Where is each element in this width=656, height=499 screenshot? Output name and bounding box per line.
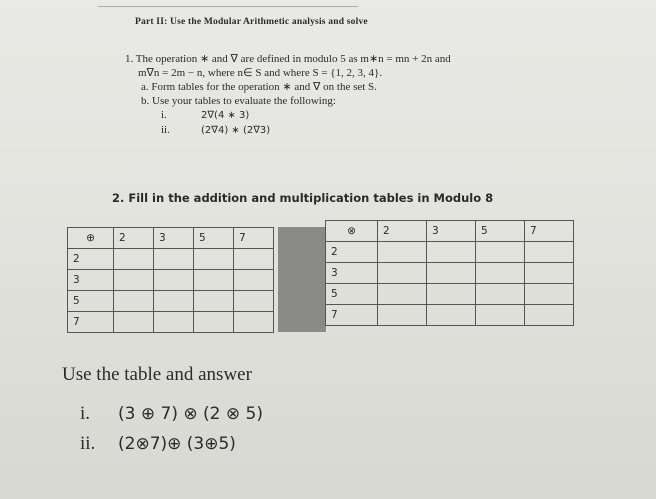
mul-cell[interactable]	[525, 305, 574, 326]
add-row-header: 2	[68, 249, 114, 270]
q1-line2: m∇n = 2m − n, where n∈ S and where S = {1, 2, 3, 4}.	[138, 67, 383, 79]
mul-col-header: 5	[476, 221, 525, 242]
use-table-item-ii	[80, 433, 236, 455]
q1-part-b: b. Use your tables to evaluate the following:	[141, 95, 336, 107]
add-cell[interactable]	[154, 249, 194, 270]
q1-line1: 1. The operation ∗ and ∇ are defined in modulo 5 as m∗n = mn + 2n and	[125, 53, 451, 65]
mul-col-header: 3	[427, 221, 476, 242]
add-cell[interactable]	[154, 291, 194, 312]
item-i-label: i.	[80, 403, 91, 424]
use-table-item-i	[80, 403, 263, 425]
add-cell[interactable]	[194, 249, 234, 270]
mul-col-header: 2	[378, 221, 427, 242]
question-2-title: 2. Fill in the addition and multiplication tables in Modulo 8	[112, 191, 494, 205]
mul-row-header: 7	[326, 305, 378, 326]
item-i-expr: (3 ⊕ 7) ⊗ (2 ⊗ 5)	[118, 404, 263, 424]
mul-row-header: 5	[326, 284, 378, 305]
top-rule	[98, 6, 358, 7]
addition-table	[67, 227, 274, 333]
q1-i-label: i.	[161, 109, 167, 121]
mul-col-header: 7	[525, 221, 574, 242]
item-ii-label: ii.	[80, 433, 96, 454]
add-cell[interactable]	[114, 249, 154, 270]
mul-cell[interactable]	[525, 242, 574, 263]
item-ii-expr: (2⊗7)⊕ (3⊕5)	[118, 434, 236, 454]
addition-symbol: ⊕	[68, 228, 114, 249]
mul-row-header: 2	[326, 242, 378, 263]
add-cell[interactable]	[114, 270, 154, 291]
add-cell[interactable]	[114, 291, 154, 312]
mul-cell[interactable]	[378, 263, 427, 284]
add-col-header: 2	[114, 228, 154, 249]
mul-cell[interactable]	[476, 242, 525, 263]
question-1	[125, 52, 595, 138]
mul-cell[interactable]	[525, 263, 574, 284]
part-title: Part II: Use the Modular Arithmetic analysis and solve	[135, 17, 368, 27]
mul-cell[interactable]	[427, 263, 476, 284]
mul-cell[interactable]	[476, 263, 525, 284]
mul-cell[interactable]	[476, 284, 525, 305]
q1-ii-expr: (2∇4) ∗ (2∇3)	[201, 125, 271, 136]
mul-cell[interactable]	[427, 305, 476, 326]
add-row-header: 5	[68, 291, 114, 312]
add-col-header: 5	[194, 228, 234, 249]
add-cell[interactable]	[114, 312, 154, 333]
add-cell[interactable]	[234, 312, 274, 333]
q1-part-a: a. Form tables for the operation ∗ and ∇ on the set S.	[141, 81, 377, 93]
multiplication-table	[325, 220, 574, 326]
add-row-header: 3	[68, 270, 114, 291]
mul-cell[interactable]	[378, 284, 427, 305]
mul-cell[interactable]	[427, 242, 476, 263]
add-cell[interactable]	[194, 291, 234, 312]
add-cell[interactable]	[234, 291, 274, 312]
add-cell[interactable]	[234, 249, 274, 270]
add-cell[interactable]	[154, 270, 194, 291]
add-cell[interactable]	[154, 312, 194, 333]
mul-cell[interactable]	[378, 305, 427, 326]
mul-row-header: 3	[326, 263, 378, 284]
add-cell[interactable]	[194, 312, 234, 333]
q1-i-expr: 2∇(4 ∗ 3)	[201, 110, 250, 121]
add-row-header: 7	[68, 312, 114, 333]
add-col-header: 3	[154, 228, 194, 249]
q1-ii-label: ii.	[161, 124, 170, 136]
use-table-heading: Use the table and answer	[62, 364, 252, 385]
add-cell[interactable]	[234, 270, 274, 291]
multiplication-symbol: ⊗	[326, 221, 378, 242]
add-cell[interactable]	[194, 270, 234, 291]
mul-cell[interactable]	[476, 305, 525, 326]
mul-cell[interactable]	[427, 284, 476, 305]
add-col-header: 7	[234, 228, 274, 249]
mul-cell[interactable]	[378, 242, 427, 263]
mul-cell[interactable]	[525, 284, 574, 305]
table-divider-block	[278, 227, 326, 332]
